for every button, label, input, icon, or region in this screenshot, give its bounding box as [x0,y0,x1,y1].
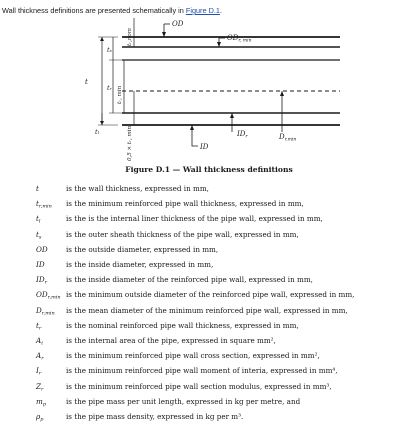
definition-text: is the mean diameter of the minimum reinforced pipe wall, expressed in mm, [66,305,348,315]
definition-text: is the minimum reinforced pipe wall cross section, expressed in mm², [66,351,320,361]
definition-symbol: $t_l$ [36,214,41,225]
definition-text: is the minimum reinforced pipe wall section modulus, expressed in mm³, [66,381,332,391]
wall-thickness-diagram [0,0,418,165]
intro-text: Wall thickness definitions are presented schematically in [2,6,186,15]
definition-row [0,260,418,274]
definition-text: is the inside diameter, expressed in mm, [66,260,214,269]
definition-row [0,275,418,289]
definition-symbol: $\rho_p$ [36,412,44,423]
definition-text: is the nominal reinforced pipe wall thickness, expressed in mm, [66,320,299,330]
definition-symbol: t [36,184,39,193]
definition-symbol: $t_s$ [36,229,42,241]
definition-row [0,199,418,213]
definition-symbol: $t_{r,min}$ [36,199,52,210]
definition-row [0,366,418,380]
figure-caption: Figure D.1 — Wall thickness definitions [125,165,293,174]
definition-row [0,321,418,335]
figure-link[interactable]: Figure D.1 [185,6,220,15]
definition-row [0,351,418,365]
half-tr-label: 0,5 × tᵣ, min [127,126,133,161]
ts-label: tₛ [107,46,112,54]
d-r-min-label: $D_{r,min}$ [279,133,297,143]
trnom-label: tᵣ,nom [127,28,133,46]
definition-symbol: $I_r$ [36,366,42,377]
definition-symbol: $t_r$ [36,320,42,332]
definition-row [0,382,418,396]
definition-symbol: OD [36,244,48,254]
definition-symbol: $m_p$ [36,396,47,408]
tl-label: tₗ [95,128,100,136]
id-r-label: $ID_r$ [237,130,248,140]
definition-row [0,397,418,411]
od-label: OD [172,20,184,28]
definition-text: is the pipe mass density, expressed in kg per m³. [66,412,244,421]
definition-text: is the outside diameter, expressed in mm, [66,244,219,254]
definition-symbol: $ID_r$ [36,275,47,286]
definition-text: is the minimum outside diameter of the reinforced pipe wall, expressed in mm, [66,290,355,300]
intro-period: . [219,6,222,15]
definition-row [0,412,418,426]
definition-row [0,290,418,304]
definition-row [0,306,418,320]
definition-text: is the minimum reinforced pipe wall thickness, expressed in mm, [66,199,304,209]
tr-label: tᵣ [107,84,112,92]
definition-text: is the wall thickness, expressed in mm, [66,184,209,193]
definition-row [0,245,418,259]
definition-text: is the internal area of the pipe, expressed in square mm², [66,336,276,345]
definition-symbol: $A_i$ [36,336,43,347]
definition-symbol: $OD_{r,min}$ [36,290,61,301]
definition-text: is the is the internal liner thickness of the pipe wall, expressed in mm, [66,214,323,224]
definition-text: is the minimum reinforced pipe wall moment of interia, expressed in mm⁴, [66,366,338,376]
definition-text: is the inside diameter of the reinforced pipe wall, expressed in mm, [66,275,313,285]
definition-text: is the outer sheath thickness of the pipe wall, expressed in mm, [66,229,299,239]
definition-row [0,230,418,244]
definition-text: is the pipe mass per unit length, expressed in kg per metre, and [66,396,301,406]
t-label: t [85,78,88,86]
definition-row [0,214,418,228]
id-label: ID [200,143,209,151]
definition-symbol: $Z_r$ [36,381,44,393]
definition-symbol: $D_{r,min}$ [36,305,55,317]
definition-row [0,184,418,198]
definition-row [0,336,418,350]
definition-symbol: ID [36,260,45,269]
trmin-label: tᵣ, min [117,85,123,104]
definition-symbol: $A_r$ [36,351,44,362]
od-r-min-label: $OD_{r, min}$ [227,34,252,44]
